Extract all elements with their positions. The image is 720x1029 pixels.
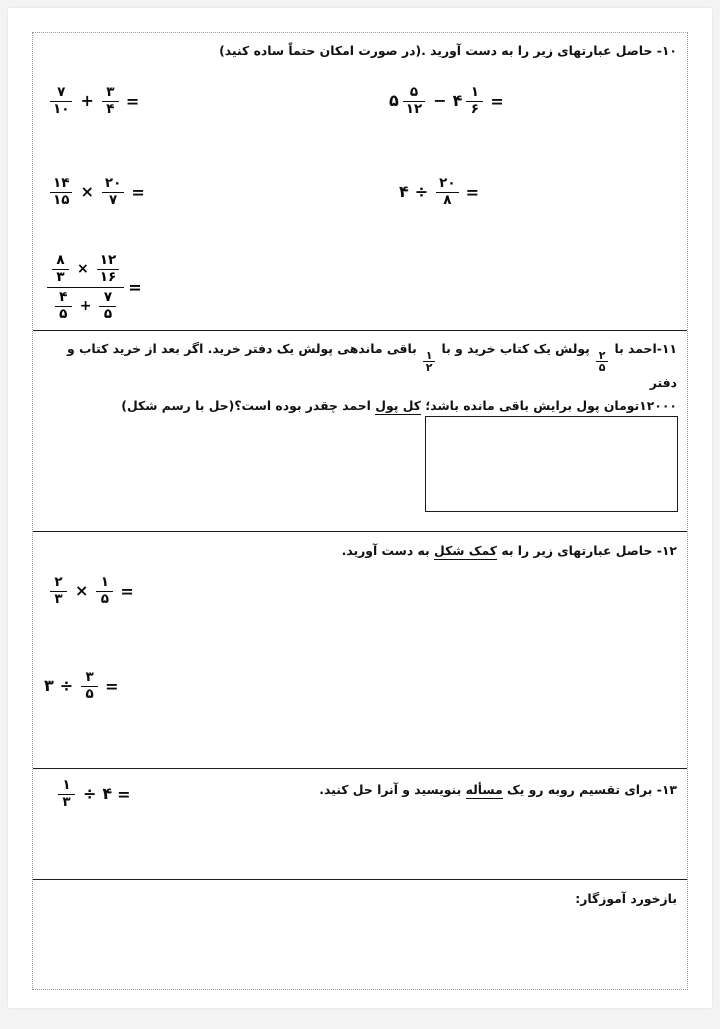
denominator: ۵: [100, 590, 110, 607]
whole-number-4: ۴: [399, 182, 409, 201]
worksheet-sheet: [8, 8, 712, 1008]
question-11-block: [33, 339, 687, 415]
fraction-4-over-5: [55, 290, 72, 322]
whole-number-3: ۳: [44, 676, 54, 695]
denominator: ۱۰: [53, 100, 70, 117]
fraction-20-over-7: [102, 176, 124, 208]
question-12-underlined-phrase: کمک شکل: [434, 543, 497, 558]
fraction-3-over-5: [81, 670, 98, 702]
fraction-5-over-12: [403, 85, 425, 117]
question-10-prompt-text: حاصل عبارتهای زیر را به دست آورید .(در صورت امکان حتماً ساده کنید): [219, 43, 653, 58]
question-11-text-b: پولش یک کتاب خرید و با: [441, 341, 590, 356]
expression-q13-1: [55, 778, 135, 810]
numerator: ۲۰: [104, 175, 122, 191]
denominator: ۸: [443, 191, 452, 208]
question-13-text-a: برای تقسیم روبه رو یک: [507, 782, 653, 797]
complex-fraction-denominator-row: [50, 288, 122, 324]
equals-sign: =: [465, 182, 480, 202]
inline-fraction-1-over-2: [423, 350, 435, 373]
numerator: ۷: [57, 84, 66, 100]
fraction-7-over-10: [50, 85, 72, 117]
question-11-text-e: احمد چقدر بوده است؟(حل با رسم شکل): [121, 397, 371, 413]
expression-q10-1: [47, 85, 143, 117]
denominator: ۴: [106, 100, 115, 117]
denominator: ۱۶: [99, 268, 117, 285]
divider-after-question-10: [33, 330, 687, 331]
numerator: ۱۴: [53, 175, 70, 191]
equals-sign: =: [131, 182, 145, 202]
question-12-number: ۱۲-: [656, 543, 677, 558]
denominator: ۵: [85, 685, 94, 702]
divider-before-feedback: [33, 879, 687, 880]
question-11-line-2: [33, 396, 687, 415]
question-11-text-d: تومان پول برایش باقی مانده باشد؛: [425, 397, 640, 413]
denominator: ۳: [62, 793, 71, 810]
question-11-line-1: [33, 339, 687, 392]
denominator: ۷: [109, 191, 118, 208]
question-11-text-c: باقی ماندهی پولش یک دفتر خرید. اگر بعد از خرید کتاب و دفتر: [66, 341, 677, 390]
denominator: ۵: [103, 305, 113, 322]
operator-divide: ÷: [414, 182, 429, 201]
fraction-1-over-6: [466, 85, 483, 117]
divider-after-question-11: [33, 531, 687, 532]
fraction-3-over-4: [102, 85, 119, 117]
equals-sign: =: [128, 278, 142, 297]
numerator: ۴: [59, 289, 68, 305]
question-10-number: ۱۰-: [656, 43, 677, 58]
equals-sign: =: [120, 581, 134, 601]
equals-sign: =: [117, 784, 131, 804]
expression-q10-5-complex-fraction: [47, 251, 146, 324]
numerator: ۱: [425, 348, 433, 362]
divider-after-question-12: [33, 768, 687, 769]
expression-q12-1: [47, 575, 138, 607]
fraction-2-over-3: [50, 575, 67, 607]
expression-q12-2: [43, 670, 123, 702]
expression-q10-3: [47, 176, 149, 208]
denominator: ۲: [425, 360, 433, 374]
expression-q10-2: [388, 85, 508, 117]
question-10-block: [33, 41, 687, 60]
numerator: ۵: [409, 84, 419, 100]
numerator: ۱: [100, 574, 110, 590]
denominator: ۱۲: [405, 100, 423, 117]
denominator: ۵: [598, 360, 606, 374]
complex-fraction-body: [47, 251, 124, 324]
numerator: ۲۰: [439, 175, 456, 191]
numerator: ۳: [85, 669, 94, 685]
question-12-prompt: [33, 541, 687, 560]
teacher-feedback-label: بازخورد آموزگار:: [575, 891, 677, 906]
numerator: ۳: [106, 84, 115, 100]
denominator: ۶: [470, 100, 480, 117]
question-12-text-a: حاصل عبارتهای زیر را به: [501, 543, 653, 558]
operator-divide: ÷: [59, 676, 74, 695]
question-11-amount: ۱۲۰۰۰: [639, 397, 677, 413]
expression-q10-4: [398, 176, 483, 208]
fraction-1-over-5: [96, 575, 113, 607]
operator-divide: ÷: [83, 784, 97, 803]
whole-part: ۴: [452, 91, 463, 110]
question-11-answer-box[interactable]: [425, 416, 678, 512]
fraction-12-over-16: [97, 253, 119, 285]
denominator: ۳: [54, 590, 63, 607]
numerator: ۲: [54, 574, 63, 590]
operator-multiply: ×: [80, 182, 94, 201]
question-10-prompt: [33, 41, 687, 60]
printable-content-frame: [32, 32, 688, 990]
numerator: ۱۲: [99, 252, 117, 268]
equals-sign: =: [490, 91, 504, 111]
denominator: ۵: [59, 305, 68, 322]
denominator: ۳: [56, 268, 65, 285]
question-13-text-b: بنویسید و آنرا حل کنید.: [319, 782, 462, 797]
fraction-8-over-3: [52, 253, 69, 285]
question-11-text-a: احمد با: [614, 341, 657, 356]
operator-multiply: ×: [75, 581, 89, 600]
question-13-number: ۱۳-: [656, 782, 677, 797]
denominator: ۱۵: [53, 191, 70, 208]
question-11-number: ۱۱-: [656, 341, 677, 356]
complex-fraction-numerator-row: [47, 251, 124, 287]
numerator: ۱: [470, 84, 480, 100]
equals-sign: =: [125, 91, 140, 111]
fraction-14-over-15: [50, 176, 72, 208]
numerator: ۷: [103, 289, 113, 305]
question-12-block: [33, 541, 687, 560]
question-11-underlined-phrase: کل پول: [375, 397, 421, 413]
operator-multiply: ×: [77, 261, 89, 277]
mixed-number-5-and-5-12: [388, 85, 428, 117]
inline-fraction-2-over-5: [596, 350, 608, 373]
fraction-1-over-3: [58, 778, 75, 810]
equals-sign: =: [105, 676, 119, 696]
question-13-underlined-phrase: مسأله: [465, 782, 503, 797]
mixed-number-4-and-1-6: [452, 85, 487, 117]
fraction-7-over-5: [99, 290, 116, 322]
whole-part: ۵: [389, 91, 399, 110]
operator-plus: +: [79, 298, 92, 314]
fraction-20-over-8: [436, 176, 458, 208]
operator-plus: +: [80, 91, 94, 110]
numerator: ۸: [56, 252, 65, 268]
numerator: ۲: [598, 348, 606, 362]
whole-number-4: ۴: [102, 784, 113, 803]
question-12-text-b: به دست آورید.: [341, 543, 430, 558]
numerator: ۱: [62, 777, 71, 793]
operator-minus: −: [433, 91, 447, 110]
